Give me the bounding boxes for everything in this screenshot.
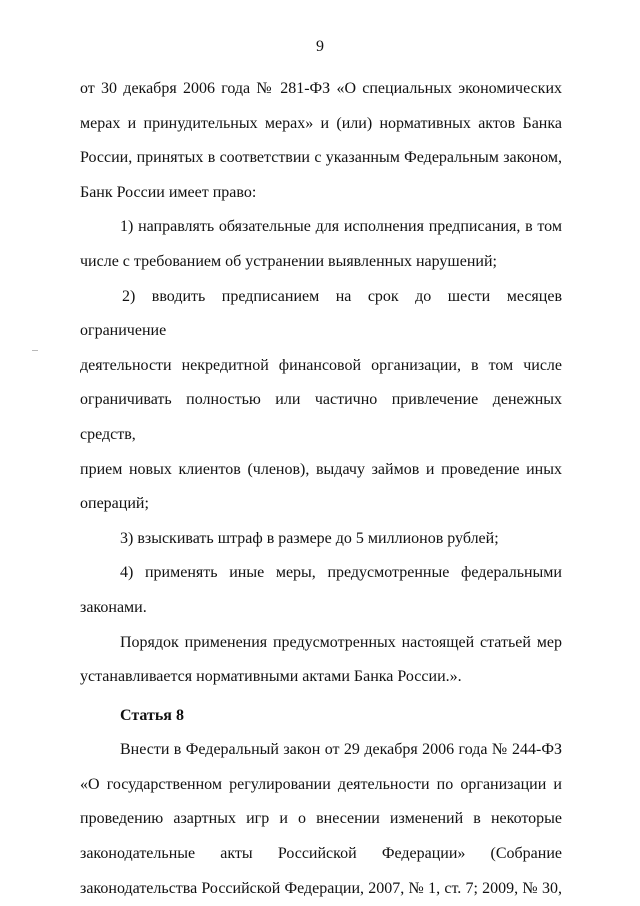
text-line: деятельности некредитной финансовой организации, в том числе	[80, 356, 562, 374]
paragraph-start: Порядок применения предусмотренных настоящей статьей мер	[120, 633, 562, 651]
text-line: Банк России имеет право:	[80, 183, 257, 201]
text-line: числе с требованием об устранении выявленных нарушений;	[80, 252, 497, 270]
text-line: законодательные акты Российской Федерации» (Собрание	[80, 845, 562, 863]
margin-mark	[32, 350, 38, 351]
text-line: России, принятых в соответствии с указанным Федеральным законом,	[80, 149, 562, 167]
paragraph-start: Внести в Федеральный закон от 29 декабря 2006 года № 244-ФЗ	[120, 741, 562, 759]
text-line: устанавливается нормативными актами Банка России.».	[80, 668, 462, 686]
list-item-1: 1) направлять обязательные для исполнения предписания, в том	[120, 218, 562, 236]
text-line: операций;	[80, 495, 149, 513]
text-line: прием новых клиентов (членов), выдачу займов и проведение иных	[80, 460, 562, 478]
text-line: «О государственном регулировании деятельности по организации и	[80, 775, 562, 793]
list-item-3: 3) взыскивать штраф в размере до 5 миллионов рублей;	[120, 529, 499, 547]
text-line: законодательства Российской Федерации, 2007, № 1, ст. 7; 2009, № 30,	[80, 879, 562, 897]
document-body	[80, 72, 562, 906]
list-item-4: 4) применять иные меры, предусмотренные федеральными законами.	[80, 564, 562, 616]
text-line: ограничивать полностью или частично привлечение денежных средств,	[80, 391, 562, 443]
text-line: проведению азартных игр и о внесении изменений в некоторые	[80, 810, 562, 828]
page-number: 9	[316, 38, 324, 55]
article-heading: Статья 8	[120, 706, 184, 724]
text-line: от 30 декабря 2006 года № 281-ФЗ «О специальных экономических	[80, 80, 562, 97]
text-line: мерах и принудительных мерах» и (или) нормативных актов Банка	[80, 114, 562, 132]
list-item-2: 2) вводить предписанием на срок до шести месяцев ограничение	[80, 287, 562, 340]
